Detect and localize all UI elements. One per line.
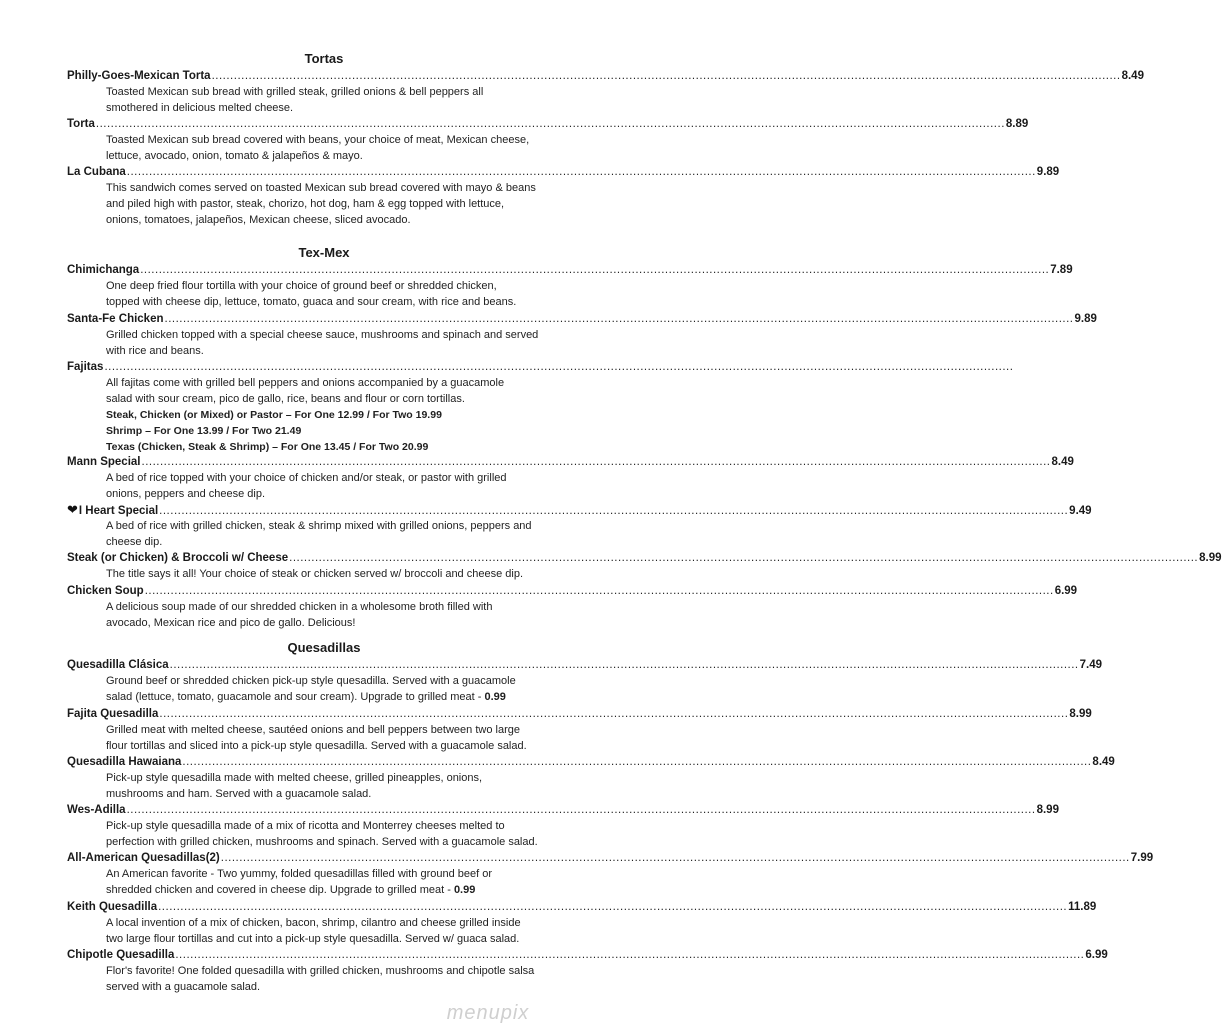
menu-item-santa-fe-chicken <box>67 311 1097 327</box>
section-title-quesadillas: Quesadillas <box>287 640 361 655</box>
description-line: The title says it all! Your choice of steak or chicken served w/ broccoli and cheese dip. <box>106 568 523 580</box>
leader-dots: ...................................................................................................................................................................................................................................................... <box>164 313 1074 325</box>
description-line: A delicious soup made of our shredded chicken in a wholesome broth filled with <box>106 601 493 613</box>
menu-item-all-american-quesadillas <box>67 850 1154 866</box>
item-description <box>106 327 578 359</box>
description-line: with rice and beans. <box>106 345 204 357</box>
fajita-option: Shrimp – For One 13.99 / For Two 21.49 <box>106 425 302 437</box>
item-price: 8.49 <box>1051 456 1074 468</box>
item-price: 8.89 <box>1005 118 1029 130</box>
menu-item-quesadilla-hawaiana <box>67 754 1115 770</box>
leader-dots: ...................................................................................................................................................................................................................................................... <box>211 70 1121 82</box>
menu-item-steak-broccoli <box>67 550 1222 566</box>
item-description <box>106 599 578 631</box>
description-line: Toasted Mexican sub bread with grilled steak, grilled onions & bell peppers all <box>106 86 484 98</box>
item-price: 8.49 <box>1092 756 1115 768</box>
item-name: Chicken Soup <box>67 585 144 597</box>
item-price: 9.89 <box>1036 166 1060 178</box>
section-title-tex-mex: Tex-Mex <box>298 245 350 260</box>
leader-dots: ...................................................................................................................................................................................................................................................... <box>220 852 1130 864</box>
description-line: A local invention of a mix of chicken, bacon, shrimp, cilantro and cheese grilled inside <box>106 917 521 929</box>
description-line: This sandwich comes served on toasted Mexican sub bread covered with mayo & beans <box>106 182 536 194</box>
description-line: Pick-up style quesadilla made of a mix of ricotta and Monterrey cheeses melted to <box>106 820 505 832</box>
fajita-option: Steak, Chicken (or Mixed) or Pastor – For One 12.99 / For Two 19.99 <box>106 409 442 421</box>
menu-item-chicken-soup <box>67 583 1078 599</box>
item-name: Quesadilla Hawaiana <box>67 756 182 768</box>
menu-item-la-cubana <box>67 164 1060 180</box>
item-description <box>106 180 578 228</box>
description-line: One deep fried flour tortilla with your choice of ground beef or shredded chicken, <box>106 280 497 292</box>
description-line: served with a guacamole salad. <box>106 981 261 993</box>
item-name: All-American Quesadillas(2) <box>67 852 220 864</box>
item-name: Philly-Goes-Mexican Torta <box>67 70 211 82</box>
description-line: smothered in delicious melted cheese. <box>106 102 294 114</box>
menu-item-wes-adilla <box>67 802 1059 818</box>
leader-dots: ...................................................................................................................................................................................................................................................... <box>159 708 1069 720</box>
item-description <box>106 963 578 995</box>
description-line: and piled high with pastor, steak, chorizo, hot dog, ham & egg topped with lettuce, <box>106 198 505 210</box>
item-name: Santa-Fe Chicken <box>67 313 164 325</box>
description-line <box>106 689 578 705</box>
description-text: salad (lettuce, tomato, guacamole and sour cream). Upgrade to grilled meat - <box>106 691 485 703</box>
heart-icon: ❤ <box>67 502 78 517</box>
description-line: perfection with grilled chicken, mushrooms and spinach. Served with a guacamole salad. <box>106 836 538 848</box>
item-name: Mann Special <box>67 456 141 468</box>
item-description <box>106 770 578 802</box>
item-name: Quesadilla Clásica <box>67 659 169 671</box>
item-description <box>106 278 578 310</box>
description-line: onions, peppers and cheese dip. <box>106 488 266 500</box>
item-description <box>106 673 578 705</box>
leader-dots: ...................................................................................................................................................................................................................................................... <box>140 264 1050 276</box>
leader-dots: ...................................................................................................................................................................................................................................................... <box>126 804 1036 816</box>
item-price: 8.49 <box>1121 70 1144 82</box>
upgrade-price: 0.99 <box>484 691 506 703</box>
item-description <box>106 866 578 898</box>
description-line: A bed of rice topped with your choice of chicken and/or steak, or pastor with grilled <box>106 472 507 484</box>
description-line: All fajitas come with grilled bell peppers and onions accompanied by a guacamole <box>106 377 505 389</box>
item-price: 8.99 <box>1199 552 1222 564</box>
item-price: 8.99 <box>1036 804 1059 816</box>
item-name: Torta <box>67 118 95 130</box>
item-description <box>106 818 578 850</box>
leader-dots: ...................................................................................................................................................................................................................................................... <box>141 456 1051 468</box>
item-name: I Heart Special <box>78 505 159 517</box>
watermark-logo: menupix <box>446 1002 530 1024</box>
item-name: Fajitas <box>67 361 104 373</box>
menu-item-fajitas <box>67 359 1014 375</box>
description-line: two large flour tortillas and cut into a pick-up style quesadilla. Served w/ guaca salad. <box>106 933 520 945</box>
item-name: La Cubana <box>67 166 126 178</box>
item-price: 8.99 <box>1069 708 1092 720</box>
item-description <box>106 84 578 116</box>
description-line: Pick-up style quesadilla made with melted cheese, grilled pineapples, onions, <box>106 772 483 784</box>
item-description <box>106 470 578 502</box>
menu-item-fajita-quesadilla <box>67 706 1092 722</box>
leader-dots: ...................................................................................................................................................................................................................................................... <box>175 949 1085 961</box>
item-description <box>106 518 578 550</box>
description-line: topped with cheese dip, lettuce, tomato, guaca and sour cream, with rice and beans. <box>106 296 517 308</box>
item-description <box>106 375 578 455</box>
item-description <box>106 722 578 754</box>
menu-item-keith-quesadilla <box>67 899 1097 915</box>
item-price: 6.99 <box>1085 949 1108 961</box>
leader-dots: ...................................................................................................................................................................................................................................................... <box>182 756 1092 768</box>
item-price: 7.99 <box>1130 852 1154 864</box>
leader-dots: ...................................................................................................................................................................................................................................................... <box>144 585 1054 597</box>
leader-dots: ...................................................................................................................................................................................................................................................... <box>159 505 1069 517</box>
description-line: flour tortillas and sliced into a pick-up style quesadilla. Served with a guacamole salad. <box>106 740 527 752</box>
menu-item-torta <box>67 116 1029 132</box>
item-price: 9.49 <box>1069 505 1092 517</box>
item-description <box>106 132 578 164</box>
fajita-option: Texas (Chicken, Steak & Shrimp) – For One 13.45 / For Two 20.99 <box>106 441 429 453</box>
leader-dots: ...................................................................................................................................................................................................................................................... <box>104 361 1014 373</box>
leader-dots: ...................................................................................................................................................................................................................................................... <box>158 901 1068 913</box>
description-line: onions, tomatoes, jalapeños, Mexican cheese, sliced avocado. <box>106 214 411 226</box>
menu-item-quesadilla-clasica <box>67 657 1103 673</box>
description-line: Ground beef or shredded chicken pick-up style quesadilla. Served with a guacamole <box>106 675 516 687</box>
menu-item-chimichanga <box>67 262 1073 278</box>
description-line: avocado, Mexican rice and pico de gallo. Delicious! <box>106 617 356 629</box>
item-name: Chimichanga <box>67 264 140 276</box>
item-price: 7.49 <box>1079 659 1103 671</box>
leader-dots: ...................................................................................................................................................................................................................................................... <box>95 118 1005 130</box>
item-price: 7.89 <box>1050 264 1073 276</box>
item-name: Keith Quesadilla <box>67 901 158 913</box>
description-line: mushrooms and ham. Served with a guacamole salad. <box>106 788 372 800</box>
description-text: shredded chicken and covered in cheese dip. Upgrade to grilled meat - <box>106 884 454 896</box>
description-line: salad with sour cream, pico de gallo, rice, beans and flour or corn tortillas. <box>106 393 465 405</box>
leader-dots: ...................................................................................................................................................................................................................................................... <box>289 552 1199 564</box>
menu-item-philly-goes-mexican-torta <box>67 68 1144 84</box>
item-name: Chipotle Quesadilla <box>67 949 175 961</box>
item-price: 6.99 <box>1054 585 1078 597</box>
item-name: Steak (or Chicken) & Broccoli w/ Cheese <box>67 552 289 564</box>
upgrade-price: 0.99 <box>453 884 476 896</box>
description-line: lettuce, avocado, onion, tomato & jalapeños & mayo. <box>106 150 363 162</box>
description-line: cheese dip. <box>106 536 163 548</box>
item-description <box>106 915 578 947</box>
item-price: 9.89 <box>1074 313 1097 325</box>
item-price: 11.89 <box>1068 901 1097 913</box>
description-line: Toasted Mexican sub bread covered with beans, your choice of meat, Mexican cheese, <box>106 134 530 146</box>
leader-dots: ...................................................................................................................................................................................................................................................... <box>126 166 1036 178</box>
description-line: A bed of rice with grilled chicken, steak & shrimp mixed with grilled onions, peppers and <box>106 520 532 532</box>
description-line: An American favorite - Two yummy, folded quesadillas filled with ground beef or <box>106 868 493 880</box>
leader-dots: ...................................................................................................................................................................................................................................................... <box>169 659 1079 671</box>
description-line: Flor's favorite! One folded quesadilla with grilled chicken, mushrooms and chipotle salsa <box>106 965 535 977</box>
description-line: Grilled chicken topped with a special cheese sauce, mushrooms and spinach and served <box>106 329 539 341</box>
item-name: Wes-Adilla <box>67 804 126 816</box>
item-name: Fajita Quesadilla <box>67 708 159 720</box>
item-description <box>106 566 578 582</box>
menu-item-chipotle-quesadilla <box>67 947 1108 963</box>
description-line <box>106 882 578 898</box>
menu-item-mann-special <box>67 454 1074 470</box>
description-line: Grilled meat with melted cheese, sautéed onions and bell peppers between two large <box>106 724 520 736</box>
section-title-tortas: Tortas <box>304 51 344 66</box>
menu-item-i-heart-special <box>67 502 1092 518</box>
